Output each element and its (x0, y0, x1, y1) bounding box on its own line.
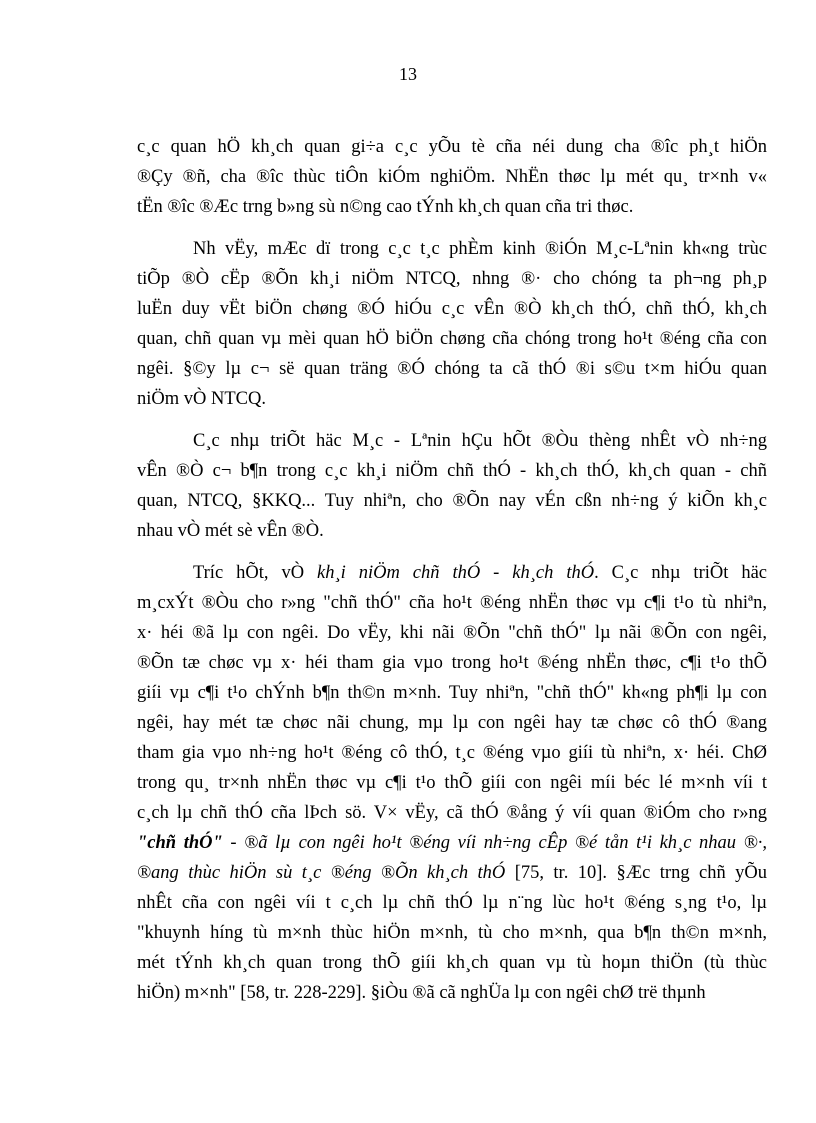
text-run: Tríc hÕt, vÒ (193, 563, 318, 583)
text-line (137, 738, 767, 768)
text-run: ngêi, hay mét tæ chøc nãi chung, mµ lµ con ngêi hay tæ chøc cô thÓ ®ang (137, 713, 767, 733)
text-line (137, 192, 767, 222)
text-run: niÖm vÒ NTCQ. (137, 389, 266, 409)
text-line (137, 588, 767, 618)
text-run: tËn ®îc ®Æc trng b»ng sù n©ng cao tÝnh kh¸ch quan cña tri thøc. (137, 197, 634, 217)
body-text (137, 132, 767, 1020)
text-line (137, 426, 767, 456)
text-run: vÊn ®Ò c¬ b¶n trong c¸c kh¸i niÖm chñ thÓ - kh¸ch thÓ, kh¸ch quan - chñ (137, 461, 767, 481)
text-run: C¸c nhµ triÕt häc M¸c - Lªnin hÇu hÕt ®Òu thèng nhÊt vÒ nh÷ng (193, 431, 767, 451)
text-run: [75, tr. 10]. §Æc trng chñ yÕu (505, 863, 768, 883)
text-line (137, 798, 767, 828)
text-run: quan, NTCQ, §KKQ... Tuy nhiªn, cho ®Õn nay vÉn cßn nh÷ng ý kiÕn kh¸c (137, 491, 767, 511)
text-run: kh¸i niÖm chñ thÓ - kh¸ch thÓ (317, 563, 595, 583)
text-line (137, 324, 767, 354)
text-line (137, 768, 767, 798)
text-line (137, 384, 767, 414)
text-line (137, 918, 767, 948)
text-line (137, 234, 767, 264)
text-run: ®ang thùc hiÖn sù t¸c ®éng ®Õn kh¸ch thÓ (137, 863, 506, 883)
text-line (137, 516, 767, 546)
text-line (137, 858, 767, 888)
text-run: nhÊt cña con ngêi víi t c¸ch lµ chñ thÓ lµ n¨ng lùc ho¹t ®éng s¸ng t¹o, lµ (137, 893, 767, 913)
paragraph (137, 558, 767, 1008)
text-run: ®Çy ®ñ, cha ®îc thùc tiÔn kiÓm nghiÖm. NhËn thøc lµ mét qu¸ tr×nh v« (137, 167, 767, 187)
text-run: x· héi ®ã lµ con ngêi. Do vËy, khi nãi ®Õn "chñ thÓ" lµ nãi ®Õn con ngêi, (137, 623, 767, 643)
text-line (137, 708, 767, 738)
text-line (137, 678, 767, 708)
paragraph (137, 132, 767, 222)
text-run: - ®ã lµ con ngêi ho¹t ®éng víi nh÷ng cÊp ®é tån t¹i kh¸c nhau ®·, (222, 833, 768, 853)
text-run: mét tÝnh kh¸ch quan trong thÕ giíi kh¸ch quan vµ tù hoµn thiÖn (tù thùc (137, 953, 767, 973)
text-line (137, 618, 767, 648)
text-run: c¸ch lµ chñ thÓ cña lÞch sö. V× vËy, cã thÓ ®ång ý víi quan ®iÓm cho r»ng (137, 803, 767, 823)
text-line (137, 486, 767, 516)
text-line (137, 132, 767, 162)
text-run: quan, chñ quan vµ mèi quan hÖ biÖn chøng cña chóng trong ho¹t ®éng cña con (137, 329, 767, 349)
paragraph (137, 234, 767, 414)
text-run: trong qu¸ tr×nh nhËn thøc vµ c¶i t¹o thÕ giíi con ngêi míi béc lé m×nh víi t (137, 773, 767, 793)
text-line (137, 354, 767, 384)
text-run: hiÖn) m×nh" [58, tr. 228-229]. §iÒu ®ã cã nghÜa lµ con ngêi chØ trë thµnh (137, 983, 706, 1003)
page-number: 13 (399, 64, 417, 84)
paragraph (137, 426, 767, 546)
text-line (137, 558, 767, 588)
text-line (137, 294, 767, 324)
text-run: giíi vµ c¶i t¹o chÝnh b¶n th©n m×nh. Tuy nhiªn, "chñ thÓ" kh«ng ph¶i lµ con (137, 683, 767, 703)
text-line (137, 978, 767, 1008)
text-run: tiÕp ®Ò cËp ®Õn kh¸i niÖm NTCQ, nhng ®· cho chóng ta ph¬ng ph¸p (137, 269, 767, 289)
text-line (137, 162, 767, 192)
text-line (137, 264, 767, 294)
text-run: c¸c quan hÖ kh¸ch quan gi÷a c¸c yÕu tè cña néi dung cha ®îc ph¸t hiÖn (137, 137, 767, 157)
text-run: luËn duy vËt biÖn chøng ®Ó hiÓu c¸c vÊn ®Ò kh¸ch thÓ, chñ thÓ, kh¸ch (137, 299, 767, 319)
text-run: ngêi. §©y lµ c¬ së quan träng ®Ó chóng ta cã thÓ ®i s©u t×m hiÓu quan (137, 359, 767, 379)
text-run: nhau vÒ mét sè vÊn ®Ò. (137, 521, 324, 541)
text-line (137, 828, 767, 858)
text-run: "khuynh híng tù m×nh thùc hiÖn m×nh, tù cho m×nh, qua b¶n th©n m×nh, (137, 923, 767, 943)
text-run: "chñ thÓ" (137, 833, 223, 853)
text-run: ®Õn tæ chøc vµ x· héi tham gia vµo trong ho¹t ®éng nhËn thøc, c¶i t¹o thÕ (137, 653, 767, 673)
text-run: tham gia vµo nh÷ng ho¹t ®éng cô thÓ, t¸c ®éng vµo giíi tù nhiªn, x· héi. ChØ (137, 743, 767, 763)
text-run: Nh vËy, mÆc dï trong c¸c t¸c phÈm kinh ®iÓn M¸c-Lªnin kh«ng trùc (193, 239, 767, 259)
text-line (137, 888, 767, 918)
text-line (137, 456, 767, 486)
text-run: . C¸c nhµ triÕt häc (594, 563, 768, 583)
text-line (137, 648, 767, 678)
text-line (137, 948, 767, 978)
text-run: m¸cxÝt ®Òu cho r»ng "chñ thÓ" cña ho¹t ®éng nhËn thøc vµ c¶i t¹o tù nhiªn, (137, 593, 767, 613)
